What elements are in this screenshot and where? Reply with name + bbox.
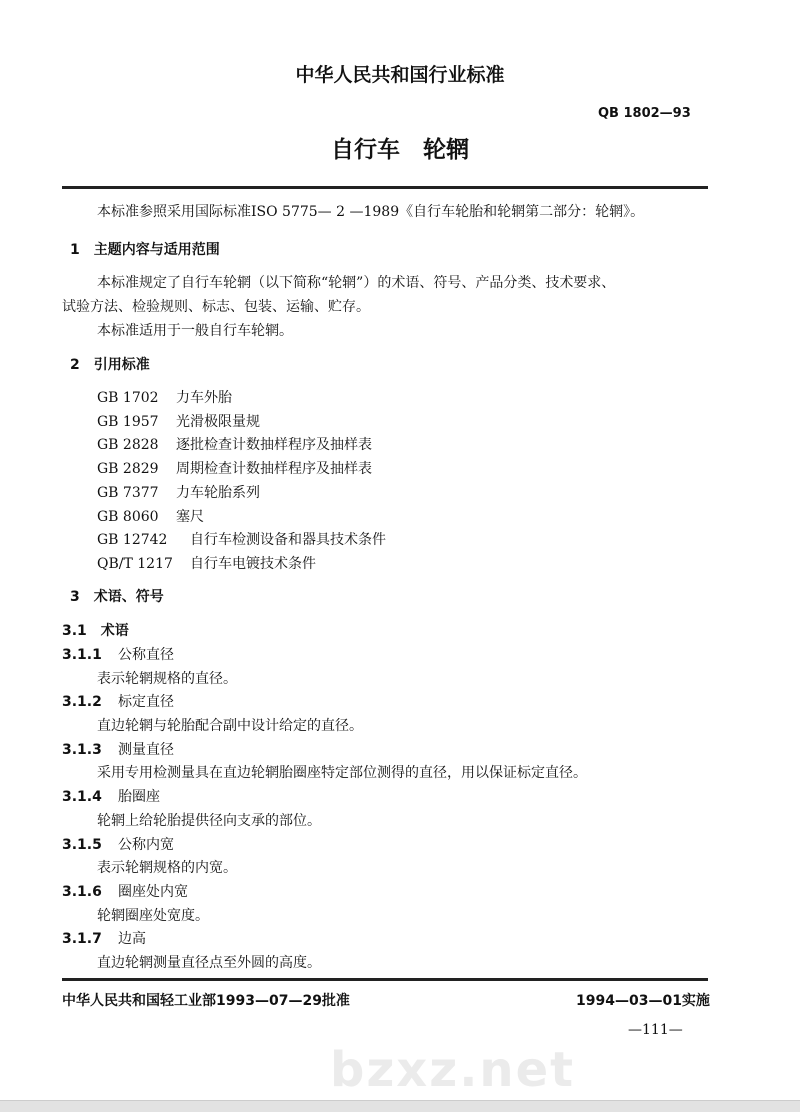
term-number: 3.1.4 xyxy=(62,789,102,806)
term-number: 3.1.1 xyxy=(62,647,102,663)
term-definition: 表示轮辋规格的内宽。 xyxy=(97,860,237,877)
reference-code: GB 8060 xyxy=(97,508,159,525)
term-number: 3.1.6 xyxy=(62,884,102,900)
term-name: 边高 xyxy=(118,931,146,948)
reference-title: 逐批检查计数抽样程序及抽样表 xyxy=(176,437,372,454)
reference-title: 光滑极限量规 xyxy=(176,413,260,430)
term-definition: 采用专用检测量具在直边轮辋胎圈座特定部位测得的直径，用以保证标定直径。 xyxy=(97,765,587,782)
section-2-heading: 2 引用标准 xyxy=(70,357,150,373)
footer-rule xyxy=(62,978,708,981)
document-title: 自行车 轮辋 xyxy=(331,137,469,163)
reference-code: GB 1957 xyxy=(97,413,159,430)
standard-code: QB 1802—93 xyxy=(598,106,691,121)
term-definition: 轮辋圈座处宽度。 xyxy=(97,907,209,924)
term-definition: 轮辋上给轮胎提供径向支承的部位。 xyxy=(97,812,321,829)
reference-code: GB 2829 xyxy=(97,461,159,478)
term-number: 3.1.7 xyxy=(62,931,102,948)
term-number: 3.1.5 xyxy=(62,836,102,853)
reference-code: GB 1702 xyxy=(97,390,159,406)
term-name: 标定直径 xyxy=(118,694,174,711)
term-number: 3.1.2 xyxy=(62,694,102,711)
reference-code: GB 12742 xyxy=(97,532,168,549)
reference-title: 周期检查计数抽样程序及抽样表 xyxy=(176,461,372,478)
reference-title: 力车外胎 xyxy=(176,390,232,406)
reference-title: 塞尺 xyxy=(176,508,204,525)
term-name: 圈座处内宽 xyxy=(118,884,188,900)
term-name: 测量直径 xyxy=(118,741,174,758)
reference-code: GB 7377 xyxy=(97,484,159,501)
reference-code: GB 2828 xyxy=(97,437,159,454)
paragraph-line: 试验方法、检验规则、标志、包装、运输、贮存。 xyxy=(62,299,370,315)
header-rule xyxy=(62,186,708,189)
paragraph-line: 本标准规定了自行车轮辋（以下简称“轮辋”）的术语、符号、产品分类、技术要求、 xyxy=(97,275,616,291)
subsection-3-1-heading: 3.1 术语 xyxy=(62,623,129,639)
term-definition: 表示轮辋规格的直径。 xyxy=(97,670,237,687)
viewer-bottom-bar xyxy=(0,1100,800,1112)
reference-title: 力车轮胎系列 xyxy=(176,484,260,501)
page-number: —111— xyxy=(628,1022,683,1038)
term-name: 公称直径 xyxy=(118,647,174,663)
reference-title: 自行车检测设备和器具技术条件 xyxy=(190,532,386,549)
reference-code: QB/T 1217 xyxy=(97,555,173,572)
section-3-heading: 3 术语、符号 xyxy=(70,589,164,605)
term-number: 3.1.3 xyxy=(62,741,102,758)
term-name: 公称内宽 xyxy=(118,836,174,853)
term-definition: 直边轮辋与轮胎配合副中设计给定的直径。 xyxy=(97,717,363,734)
intro-text: 本标准参照采用国际标准ISO 5775— 2 —1989《自行车轮胎和轮辋第二部分：轮辋》。 xyxy=(97,204,645,220)
watermark: bzxz.net xyxy=(330,1042,576,1098)
section-1-heading: 1 主题内容与适用范围 xyxy=(70,242,220,258)
standard-category: 中华人民共和国行业标准 xyxy=(295,64,505,86)
term-definition: 直边轮辋测量直径点至外圆的高度。 xyxy=(97,954,321,971)
effective-date: 1994—03—01实施 xyxy=(576,993,710,1009)
approval-text: 中华人民共和国轻工业部1993—07—29批准 xyxy=(62,993,350,1009)
term-name: 胎圈座 xyxy=(118,789,160,806)
reference-title: 自行车电镀技术条件 xyxy=(190,555,316,572)
paragraph-line: 本标准适用于一般自行车轮辋。 xyxy=(97,323,293,339)
